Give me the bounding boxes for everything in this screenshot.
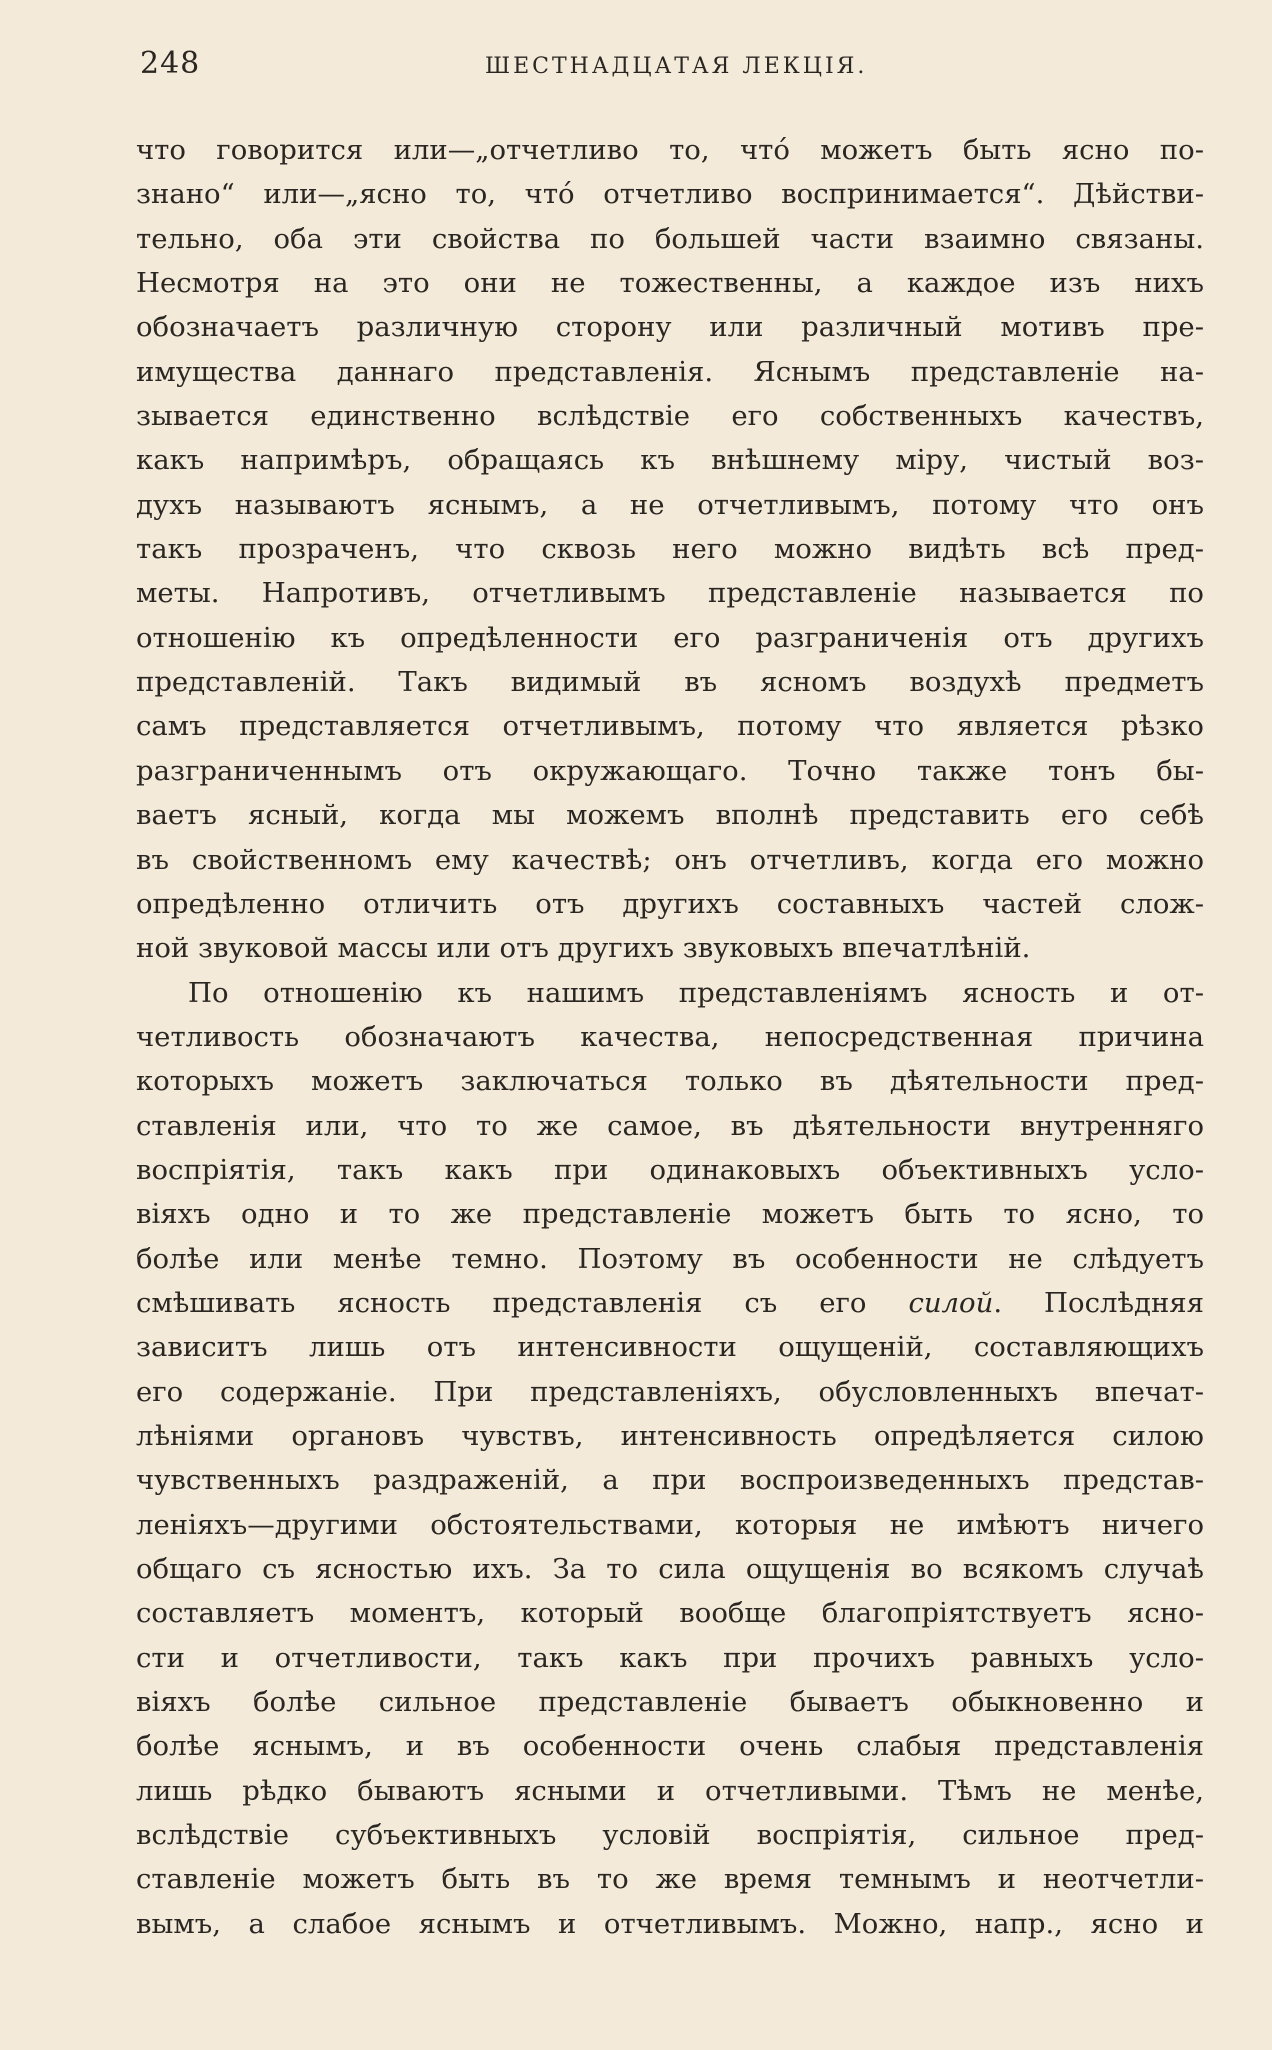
- text-line: віяхъ болѣе сильное представленіе бываетъ обыкновенно и: [136, 1686, 1204, 1719]
- running-title: ШЕСТНАДЦАТАЯ ЛЕКЦІЯ.: [485, 54, 868, 79]
- text-line: По отношенію къ нашимъ представленіямъ ясность и от-: [188, 976, 1204, 1009]
- text-segment: . Послѣдняя: [993, 1286, 1204, 1319]
- text-line: зависитъ лишь отъ интенсивности ощущеній, составляющихъ: [136, 1331, 1204, 1364]
- text-line: обозначаетъ различную сторону или различный мотивъ пре-: [136, 311, 1204, 344]
- text-line: ваетъ ясный, когда мы можемъ вполнѣ представить его себѣ: [136, 799, 1204, 832]
- text-line: самъ представляется отчетливымъ, потому что является рѣзко: [136, 710, 1204, 743]
- text-segment: смѣшивать ясность представленія съ его: [136, 1286, 867, 1319]
- text-line: общаго съ ясностью ихъ. За то сила ощущенія во всякомъ случаѣ: [136, 1553, 1204, 1585]
- text-line: его содержаніе. При представленіяхъ, обусловленныхъ впечат-: [136, 1375, 1204, 1408]
- text-line: леніяхъ—другими обстоятельствами, которыя не имѣютъ ничего: [136, 1508, 1204, 1541]
- text-line: болѣе яснымъ, и въ особенности очень слабыя представленія: [136, 1730, 1204, 1763]
- text-line: сти и отчетливости, такъ какъ при прочихъ равныхъ усло-: [136, 1641, 1204, 1674]
- text-line: болѣе или менѣе темно. Поэтому въ особенности не слѣдуетъ: [136, 1242, 1204, 1275]
- text-line: [136, 1281, 1204, 1325]
- page-number: 248: [140, 46, 201, 81]
- text-line: ставленія или, что то же самое, въ дѣятельности внутренняго: [136, 1109, 1204, 1142]
- text-line: вслѣдствіе субъективныхъ условій воспріятія, сильное пред-: [136, 1819, 1204, 1852]
- text-line: Несмотря на это они не тожественны, а каждое изъ нихъ: [136, 267, 1204, 300]
- text-line: имущества даннаго представленія. Яснымъ представленіе на-: [136, 355, 1204, 388]
- text-line: ной звуковой массы или отъ другихъ звуковыхъ впечатлѣній.: [136, 932, 1031, 965]
- text-line: четливость обозначаютъ качества, непосредственная причина: [136, 1020, 1204, 1053]
- emphasis-word: силой: [908, 1286, 994, 1319]
- text-line: составляетъ моментъ, который вообще благопріятствуетъ ясно-: [136, 1597, 1204, 1630]
- text-line: вымъ, а слабое яснымъ и отчетливымъ. Можно, напр., ясно и: [136, 1907, 1204, 1940]
- text-line: въ свойственномъ ему качествѣ; онъ отчетливъ, когда его можно: [136, 843, 1204, 876]
- text-line: такъ прозраченъ, что сквозь него можно видѣть всѣ пред-: [136, 533, 1204, 566]
- text-line: представленій. Такъ видимый въ ясномъ воздухѣ предметъ: [136, 666, 1204, 699]
- text-line: разграниченнымъ отъ окружающаго. Точно также тонъ бы-: [136, 754, 1204, 787]
- text-line: опредѣленно отличить отъ другихъ составныхъ частей слож-: [136, 887, 1204, 920]
- text-line: ставленіе можетъ быть въ то же время темнымъ и неотчетли-: [136, 1863, 1204, 1896]
- text-line: духъ называютъ яснымъ, а не отчетливымъ, потому что онъ: [136, 488, 1204, 521]
- text-line: тельно, оба эти свойства по большей части взаимно связаны.: [136, 222, 1204, 255]
- text-line: лишь рѣдко бываютъ ясными и отчетливыми. Тѣмъ не менѣе,: [136, 1774, 1204, 1807]
- text-line: что говорится или—„отчетливо то, что́ можетъ быть ясно по-: [136, 134, 1204, 166]
- text-line: віяхъ одно и то же представленіе можетъ быть то ясно, то: [136, 1198, 1204, 1231]
- page-header: [140, 46, 1200, 86]
- text-line: какъ напримѣръ, обращаясь къ внѣшнему міру, чистый воз-: [136, 444, 1204, 477]
- text-line: воспріятія, такъ какъ при одинаковыхъ объективныхъ усло-: [136, 1153, 1204, 1186]
- body-text: [136, 128, 1204, 1946]
- text-line: отношенію къ опредѣленности его разграниченія отъ другихъ: [136, 621, 1204, 654]
- text-line: которыхъ можетъ заключаться только въ дѣятельности пред-: [136, 1065, 1204, 1098]
- text-line: лѣніями органовъ чувствъ, интенсивность опредѣляется силою: [136, 1419, 1204, 1452]
- text-line: зывается единственно вслѣдствіе его собственныхъ качествъ,: [136, 400, 1204, 433]
- text-line: чувственныхъ раздраженій, а при воспроизведенныхъ представ-: [136, 1464, 1204, 1497]
- text-line: знано“ или—„ясно то, что́ отчетливо воспринимается“. Дѣйстви-: [136, 178, 1204, 211]
- text-line: меты. Напротивъ, отчетливымъ представленіе называется по: [136, 577, 1204, 610]
